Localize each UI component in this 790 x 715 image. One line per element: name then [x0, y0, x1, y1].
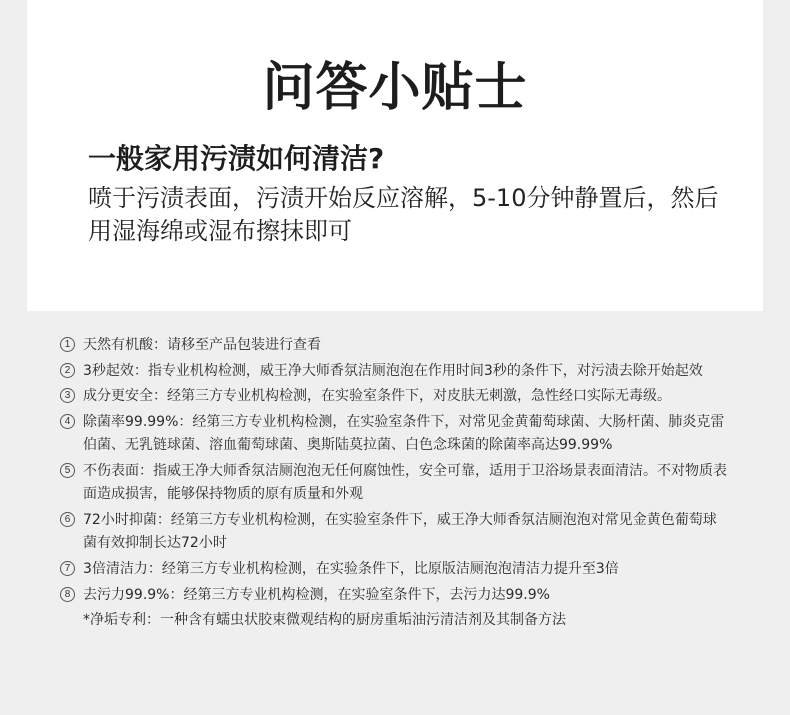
note-item: [60, 411, 730, 457]
note-text: 不伤表面：指威王净大师香氛洁厕泡泡无任何腐蚀性，安全可靠，适用于卫浴场景表面清洁。不对物质表面造成损害，能够保持物质的原有质量和外观: [83, 463, 727, 503]
note-number-badge: 5: [60, 463, 75, 478]
notes-list: [60, 334, 730, 632]
question-heading: 一般家用污渍如何清洁?: [88, 142, 385, 175]
note-number-badge: 2: [60, 363, 75, 378]
note-item: [60, 334, 730, 357]
note-text: 天然有机酸：请移至产品包装进行查看: [83, 337, 321, 353]
note-number-badge: 4: [60, 414, 75, 429]
note-text: 除菌率99.99%：经第三方专业机构检测，在实验室条件下，对常见金黄葡萄球菌、大肠杆菌、肺炎克雷伯菌、无乳链球菌、溶血葡萄球菌、奥斯陆莫拉菌、白色念珠菌的除菌率高达99.99%: [83, 414, 725, 454]
note-text: 成分更安全：经第三方专业机构检测，在实验室条件下，对皮肤无刺激，急性经口实际无毒级。: [83, 388, 671, 405]
note-text: 3倍清洁力：经第三方专业机构检测，在实验条件下，比原版洁厕泡泡清洁力提升至3倍: [83, 560, 619, 577]
note-item: [60, 509, 730, 555]
note-text: 去污力99.9%：经第三方专业机构检测，在实验室条件下，去污力达99.9%: [83, 586, 550, 603]
note-text: 72小时抑菌：经第三方专业机构检测，在实验室条件下，威王净大师香氛洁厕泡泡对常见金黄色葡萄球菌有效抑制长达72小时: [83, 511, 717, 552]
patent-note: *净垢专利：一种含有蠕虫状胶束微观结构的厨房重垢油污清洁剂及其制备方法: [83, 612, 566, 629]
note-number-badge: 8: [60, 587, 75, 602]
note-number-badge: 1: [60, 337, 75, 352]
note-item: [60, 385, 730, 408]
note-item: [60, 584, 730, 607]
note-item: [60, 360, 730, 383]
note-number-badge: 3: [60, 388, 75, 403]
note-number-badge: 6: [60, 512, 75, 527]
note-item: [60, 558, 730, 581]
note-number-badge: 7: [60, 561, 75, 576]
note-text: 3秒起效：指专业机构检测，威王净大师香氛洁厕泡泡在作用时间3秒的条件下，对污渍去除开始起效: [83, 362, 703, 379]
note-item: [60, 460, 730, 506]
page-title: 问答小贴士: [262, 58, 528, 118]
answer-text: 喷于污渍表面，污渍开始反应溶解，5-10分钟静置后，然后用湿海绵或湿布擦抹即可: [88, 184, 719, 245]
